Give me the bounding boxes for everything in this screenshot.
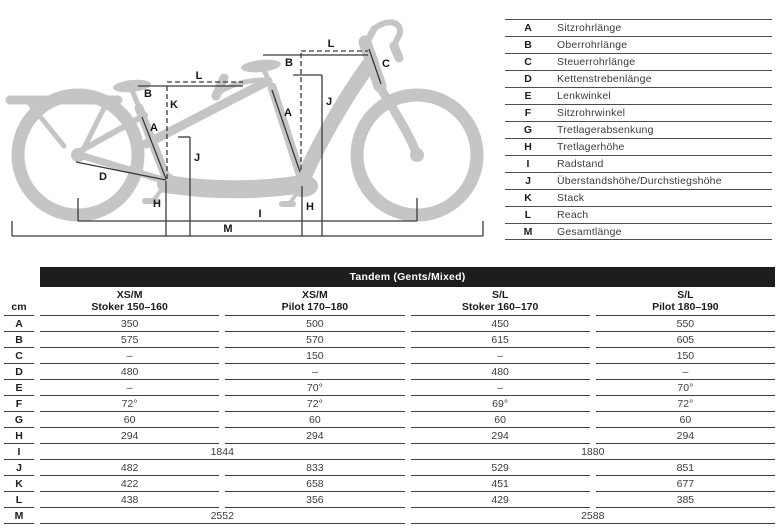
legend-label: Stack [557, 192, 585, 204]
legend-row [505, 53, 772, 70]
table-value: 72° [596, 396, 775, 412]
legend-row [505, 206, 772, 223]
table-value: 350 [40, 316, 219, 332]
row-key: C [4, 348, 34, 364]
table-value: 833 [225, 460, 404, 476]
unit-header: cm [4, 287, 34, 316]
table-value: 385 [596, 492, 775, 508]
row-key: K [4, 476, 34, 492]
table-value: – [411, 380, 590, 396]
legend-label: Steuerrohrlänge [557, 56, 636, 68]
table-value: 422 [40, 476, 219, 492]
row-key: H [4, 428, 34, 444]
column-header [596, 287, 775, 316]
legend-row [505, 104, 772, 121]
rider-label: Stoker 150–160 [91, 301, 168, 313]
table-value: 480 [40, 364, 219, 380]
pilot-saddle [240, 58, 281, 74]
table-value: – [596, 364, 775, 380]
label-d: D [99, 171, 107, 183]
table-value: 570 [225, 332, 404, 348]
table-value: 72° [225, 396, 404, 412]
row-key: F [4, 396, 34, 412]
stoker-top-tube [146, 81, 268, 144]
table-value: 677 [596, 476, 775, 492]
table-value-merged: 1844 [40, 444, 405, 460]
label-l-rear: L [195, 70, 203, 82]
legend-row [505, 19, 772, 36]
row-key: B [4, 332, 34, 348]
legend-key: A [524, 22, 532, 34]
table-value: 69° [411, 396, 590, 412]
legend-label: Überstandshöhe/Durchstiegshöhe [557, 175, 722, 187]
column-header [411, 287, 590, 316]
row-key: M [4, 508, 34, 524]
legend-row [505, 189, 772, 206]
table-value: 480 [411, 364, 590, 380]
legend-label: Sitzrohrlänge [557, 22, 622, 34]
legend-key: F [524, 107, 532, 119]
legend-key: L [524, 209, 532, 221]
size-label: S/L [677, 289, 694, 301]
table-value: 294 [596, 428, 775, 444]
label-k: K [170, 99, 178, 111]
legend-row [505, 70, 772, 87]
legend-label: Kettenstrebenlänge [557, 73, 652, 85]
table-value: 450 [411, 316, 590, 332]
table-value: 615 [411, 332, 590, 348]
tandem-geometry-diagram [0, 0, 497, 262]
label-a-front: A [284, 107, 292, 119]
legend-row [505, 87, 772, 104]
table-value: 550 [596, 316, 775, 332]
table-value: 438 [40, 492, 219, 508]
legend-label: Oberrohrlänge [557, 39, 628, 51]
table-value: – [411, 348, 590, 364]
row-key: L [4, 492, 34, 508]
table-value: 60 [411, 412, 590, 428]
table-value: 482 [40, 460, 219, 476]
row-key: D [4, 364, 34, 380]
label-j-front: J [325, 96, 333, 108]
dimension-legend [505, 19, 772, 240]
column-header [40, 287, 219, 316]
row-key: I [4, 444, 34, 460]
table-value: 150 [225, 348, 404, 364]
frame-spine [166, 184, 302, 189]
table-value: 605 [596, 332, 775, 348]
legend-key: H [524, 141, 532, 153]
legend-row [505, 138, 772, 155]
legend-label: Gesamtlänge [557, 225, 622, 238]
table-value: 575 [40, 332, 219, 348]
handlebar-grip [394, 46, 399, 58]
legend-key: K [524, 192, 532, 204]
size-label: S/L [491, 289, 509, 301]
table-value: 60 [225, 412, 404, 428]
label-b-rear: B [144, 88, 152, 100]
table-value-merged: 2552 [40, 508, 405, 524]
row-key: A [4, 316, 34, 332]
label-b-front: B [285, 57, 293, 69]
dim-a-front [272, 90, 300, 172]
table-value: 500 [225, 316, 404, 332]
table-value: 70° [225, 380, 404, 396]
table-bar-spacer [4, 267, 34, 287]
table-value-merged: 2588 [411, 508, 776, 524]
table-value: 294 [411, 428, 590, 444]
legend-label: Reach [557, 209, 589, 221]
table-value-merged: 1880 [411, 444, 776, 460]
size-label: XS/M [116, 289, 143, 301]
legend-row [505, 36, 772, 53]
label-j-rear: J [193, 152, 201, 164]
table-value: 72° [40, 396, 219, 412]
legend-row [505, 155, 772, 172]
row-key: J [4, 460, 34, 476]
legend-label: Sitzrohrwinkel [557, 107, 626, 119]
table-value: – [40, 380, 219, 396]
legend-row [505, 121, 772, 138]
legend-key: I [526, 158, 530, 170]
table-value: 529 [411, 460, 590, 476]
table-value: 70° [596, 380, 775, 396]
column-header [225, 287, 404, 316]
legend-label: Lenkwinkel [557, 90, 611, 102]
legend-row [505, 172, 772, 189]
table-value: 356 [225, 492, 404, 508]
stoker-grip [216, 78, 224, 96]
label-c: C [382, 58, 390, 70]
table-value: 851 [596, 460, 775, 476]
label-m: M [223, 223, 233, 235]
label-a-rear: A [150, 122, 158, 134]
legend-row [505, 223, 772, 240]
table-value: 150 [596, 348, 775, 364]
label-h-rear: H [153, 198, 161, 210]
table-value: 429 [411, 492, 590, 508]
table-value: 451 [411, 476, 590, 492]
legend-key: E [524, 90, 532, 102]
legend-key: M [523, 225, 533, 238]
label-h-front: H [306, 201, 314, 213]
legend-key: D [524, 73, 532, 85]
legend-label: Tretlagerhöhe [557, 141, 625, 153]
row-key: E [4, 380, 34, 396]
table-title: Tandem (Gents/Mixed) [40, 267, 775, 287]
rider-label: Pilot 180–190 [652, 301, 719, 313]
rider-label: Stoker 160–170 [461, 301, 539, 313]
label-l-front: L [327, 38, 335, 50]
tandem-bike-silhouette [10, 22, 477, 215]
legend-key: G [523, 124, 533, 136]
pilot-pedal [279, 201, 296, 207]
table-value: 60 [40, 412, 219, 428]
table-value: – [225, 364, 404, 380]
row-key: G [4, 412, 34, 428]
label-i: I [258, 208, 262, 220]
legend-key: C [524, 56, 532, 68]
table-value: 294 [225, 428, 404, 444]
rider-label: Pilot 170–180 [281, 301, 349, 313]
table-value: 294 [40, 428, 219, 444]
table-value: 658 [225, 476, 404, 492]
size-label: XS/M [302, 289, 328, 301]
table-value: 60 [596, 412, 775, 428]
legend-label: Radstand [557, 158, 604, 170]
table-value: – [40, 348, 219, 364]
legend-key: B [524, 39, 532, 51]
geometry-table [4, 267, 775, 524]
legend-label: Tretlagerabsenkung [557, 124, 654, 136]
legend-key: J [525, 175, 531, 187]
